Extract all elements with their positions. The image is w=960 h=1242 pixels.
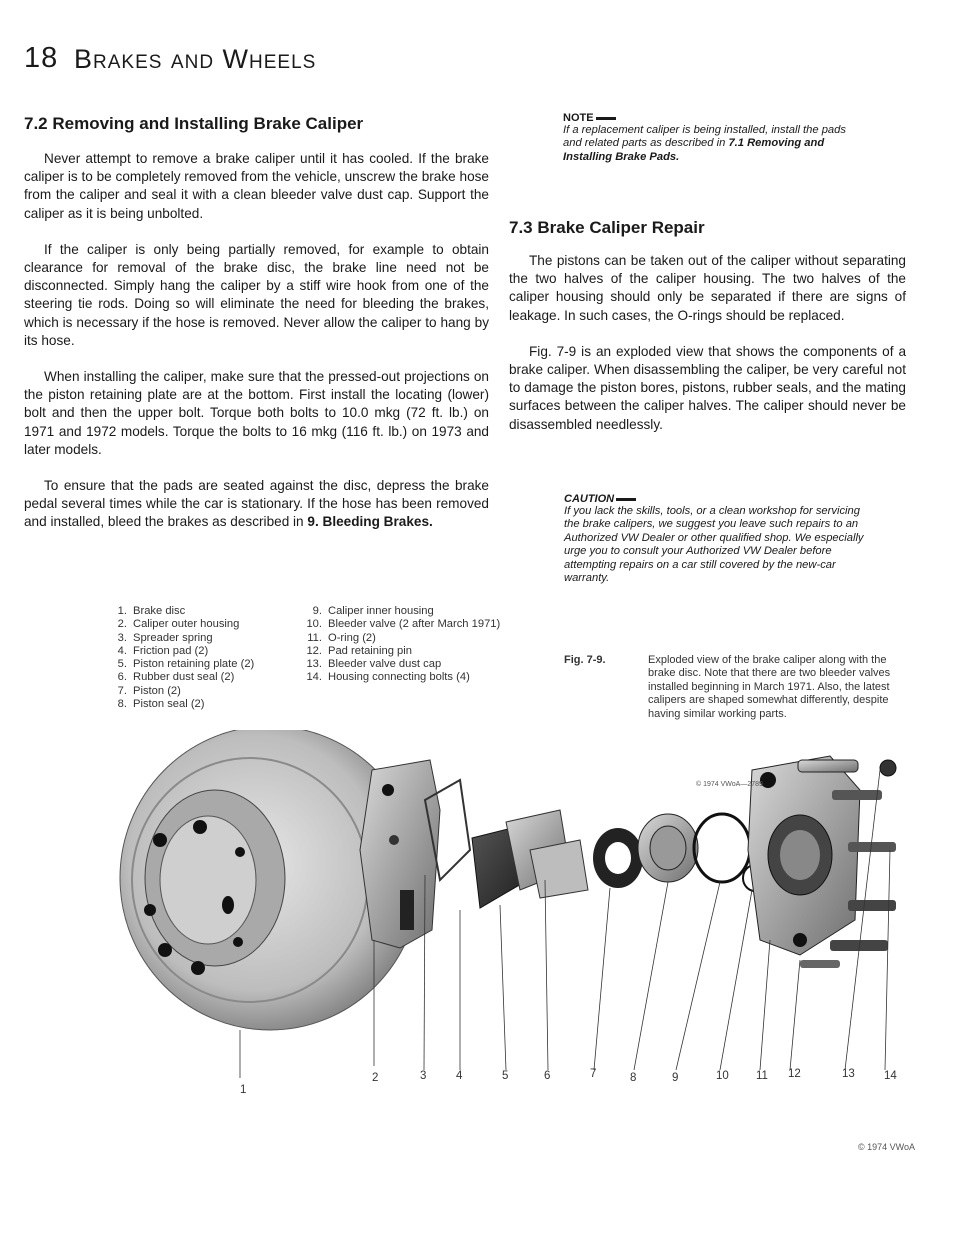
legend-number: 12. [306,644,322,657]
piston-retaining-plate-part [530,840,588,898]
exploded-caliper-diagram [0,730,960,1090]
legend-text: Bleeder valve (2 after March 1971) [328,618,501,631]
legend-number: 1. [117,605,127,617]
caliper-outer-housing-part [360,760,440,948]
caution-text: If you lack the skills, tools, or a clean workshop for servicing the brake calipers, we suggest you leave such repairs to an Authorized VW Dealer or other qualified shop. We especially urge you to consult your Authorized VW Dealer before attempting repairs on a car still covered by the new-car warranty. [564,505,864,585]
legend-number: 9. [312,605,322,617]
legend-number: 14. [306,671,322,684]
legend-item [105,618,295,631]
legend-text: Spreader spring [133,631,213,644]
legend-number: 13. [306,658,322,671]
legend-number: 4. [117,644,127,657]
legend-text: Piston retaining plate (2) [133,658,255,671]
legend-item [300,645,510,658]
paragraph: Never attempt to remove a brake caliper until it has cooled. If the brake caliper is to be completely removed from the vehicle, unscrew the brake hose from the caliper and seal it with a clean bleeder valve dust cap. Support the caliper as it is being unbolted. [24,151,489,221]
paragraph: When installing the caliper, make sure that the pressed-out projections on the piston retaining plate are at the bottom. First install the locating (lower) bolt and then the upper bolt. Torque both bolts to 10.0 mkg (72 ft. lb.) on 1971 and 1972 models. Torque the bolts to 16 mkg (116 ft. lb.) on 1973 and later models. [24,369,489,457]
callout-number: 10 [716,1070,729,1082]
legend-text: Friction pad (2) [133,644,209,657]
paragraph: The pistons can be taken out of the caliper without separating the two halves of the caliper housing. The two halves of the caliper housing should only be separated if there are signs of leakage. In such cases, the O-rings should be replaced. [509,253,906,323]
caliper-inner-housing-part [748,756,860,955]
parts-legend-left [105,605,295,711]
callout-number: 11 [756,1070,768,1082]
legend-text: O-ring (2) [328,631,376,644]
legend-number: 6. [117,671,127,684]
legend-item [105,685,295,698]
legend-item [105,605,295,618]
legend-item [105,698,295,711]
cross-reference: 7.1 Removing and Installing Brake Pads. [563,137,825,163]
callout-number: 8 [630,1072,637,1084]
legend-item [300,605,510,618]
piston-part [638,814,698,882]
callout-number: 13 [842,1068,855,1080]
callout-number: 12 [788,1068,801,1080]
section-heading: 7.3 Brake Caliper Repair [509,218,705,237]
legend-number: 8. [117,698,127,711]
legend-item [300,658,510,671]
section-heading: 7.2 Removing and Installing Brake Caliper [24,114,364,133]
page-number: 18 [24,42,59,74]
parts-legend-right [300,605,510,685]
legend-text: Piston seal (2) [133,698,205,711]
legend-text: Rubber dust seal (2) [133,671,235,684]
legend-number: 5. [117,658,127,671]
paragraph [24,477,489,532]
cross-reference: 9. Bleeding Brakes. [307,514,433,530]
figure-copyright-inner: © 1974 VWoA—2789 [696,781,763,788]
figure-copyright: © 1974 VWoA [858,1142,915,1152]
chapter-title: Brakes and Wheels [74,44,317,74]
legend-item [300,671,510,684]
callout-number: 1 [240,1084,247,1096]
legend-number: 7. [117,684,127,697]
legend-text: Housing connecting bolts (4) [328,671,470,684]
legend-text: Pad retaining pin [328,644,412,657]
legend-number: 10. [306,618,322,631]
rubber-dust-seal-part [593,828,643,888]
callout-number: 5 [502,1070,509,1082]
figure-caption-text: Exploded view of the brake caliper along with the brake disc. Note that there are two bleeder valves installed beginning in March 1971. Also, the latest calipers are shaped somewhat differently, despite having similar working parts. [648,654,891,720]
callout-number: 6 [544,1070,551,1082]
paragraph: If the caliper is only being partially removed, for example to obtain clearance for removal of the brake disc, the brake line need not be disconnected. Simply hang the caliper by a stiff wire hook from one of the steering tie rods. Doing so will eliminate the need for bleeding the brakes, which is necessary if the hose is removed. Never allow the caliper to hang by its hose. [24,241,489,348]
figure-label: Fig. 7-9. [564,654,606,666]
note-text: If a replacement caliper is being installed, install the pads and related parts as described in 7.1 Removing and Installing Brake Pads. [563,124,846,163]
legend-number: 11. [307,631,322,644]
callout-number: 7 [590,1068,597,1080]
legend-text: Caliper outer housing [133,618,240,631]
callout-number: 14 [884,1070,897,1082]
legend-item [300,632,510,645]
legend-item [105,671,295,684]
legend-text: Brake disc [133,605,186,617]
paragraph-text: To ensure that the pads are seated against the disc, depress the brake pedal several times while the car is stationary. If the hose has been removed and installed, bleed the brakes as described in [24,478,489,530]
legend-item [105,645,295,658]
section-7-2 [24,114,489,532]
piston-seal-part [694,814,750,882]
legend-number: 3. [117,631,127,644]
legend-item [105,658,295,671]
section-7-3 [509,218,906,434]
figure-caption [564,654,909,721]
legend-item [300,618,510,631]
caution-label: CAUTION [564,493,864,505]
note-label: NOTE [563,112,853,124]
legend-text: Piston (2) [133,684,181,697]
callout-number: 4 [456,1070,463,1082]
caution-box [564,493,864,585]
legend-item [105,632,295,645]
legend-text: Caliper inner housing [328,605,434,617]
note-box [563,112,853,164]
paragraph: Fig. 7-9 is an exploded view that shows the components of a brake caliper. When disassembling the caliper, be very careful not to damage the piston bores, pistons, rubber seals, and the mating surfaces between the caliper halves. The caliper should never be disassembled needlessly. [509,343,906,432]
legend-number: 2. [117,618,127,631]
callout-number: 3 [420,1070,427,1082]
callout-number: 2 [372,1072,379,1084]
callout-number: 9 [672,1072,679,1084]
legend-text: Bleeder valve dust cap [328,658,442,671]
